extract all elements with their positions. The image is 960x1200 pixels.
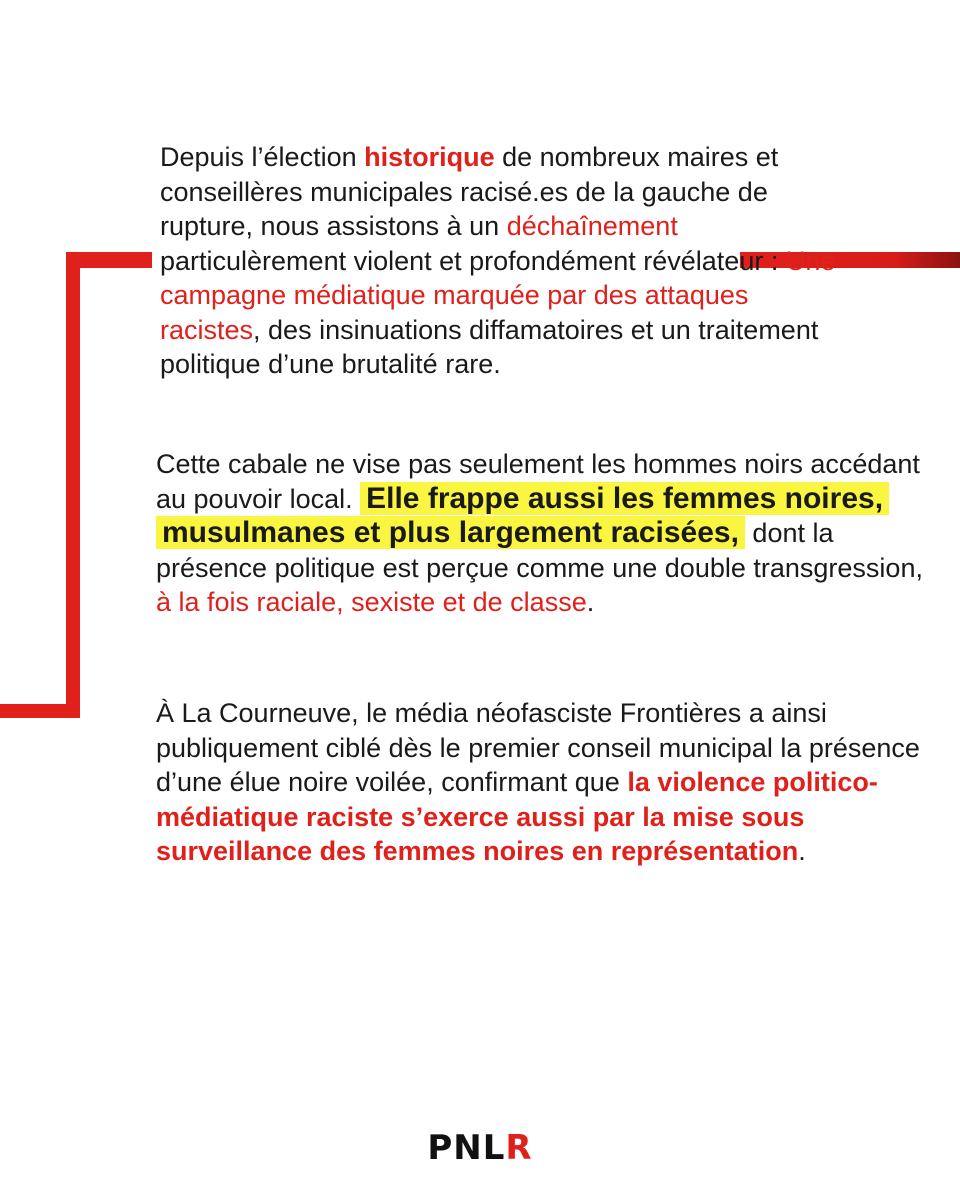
text-segment: de nombreux maires et conseillères municipales racisé.es de la gauche de rupture, nous assistons à un [160, 142, 779, 241]
emphasis-dechainement: déchaînement [506, 211, 678, 241]
paragraph-courneuve [156, 696, 936, 869]
paragraph-intro [160, 140, 850, 382]
red-frame-vertical [66, 252, 80, 718]
logo-text-r: R [505, 1128, 533, 1168]
text-segment: . [586, 587, 595, 617]
emphasis-violence: la violence politico-médiatique raciste s’exerce aussi par la mise sous surveillance des femmes noires en représentation [156, 767, 878, 866]
paragraph-cabale [156, 447, 936, 620]
pnlr-logo [410, 1128, 550, 1168]
highlighted-statement: Elle frappe aussi les femmes noires, musulmanes et plus largement racisées, [156, 482, 889, 550]
text-segment: . [798, 836, 806, 866]
text-segment: , des insinuations diffamatoires et un traitement politique d’une brutalité rare. [160, 314, 819, 379]
text-segment: particulèrement violent et profondément révélateur : [160, 245, 786, 276]
red-frame-bottom [0, 704, 80, 718]
red-frame-top [66, 252, 152, 268]
emphasis-historique: historique [364, 142, 495, 172]
emphasis-campagne: Une campagne médiatique marquée par des attaques racistes [160, 245, 836, 345]
text-segment: À La Courneuve, le média néofasciste Frontières a ainsi publiquement ciblé dès le premier conseil municipal la présence d’une élue noire voilée, confirmant que [156, 698, 920, 797]
logo-text-pnl: PNL [427, 1128, 506, 1168]
emphasis-raciale-sexiste: à la fois raciale, sexiste et de classe [156, 587, 587, 617]
text-segment: Cette cabale ne vise pas seulement les hommes noirs accédant au pouvoir local. [156, 449, 920, 514]
text-segment: Depuis l’élection [160, 142, 365, 172]
text-segment: dont la présence politique est perçue comme une double transgression, [156, 518, 923, 583]
